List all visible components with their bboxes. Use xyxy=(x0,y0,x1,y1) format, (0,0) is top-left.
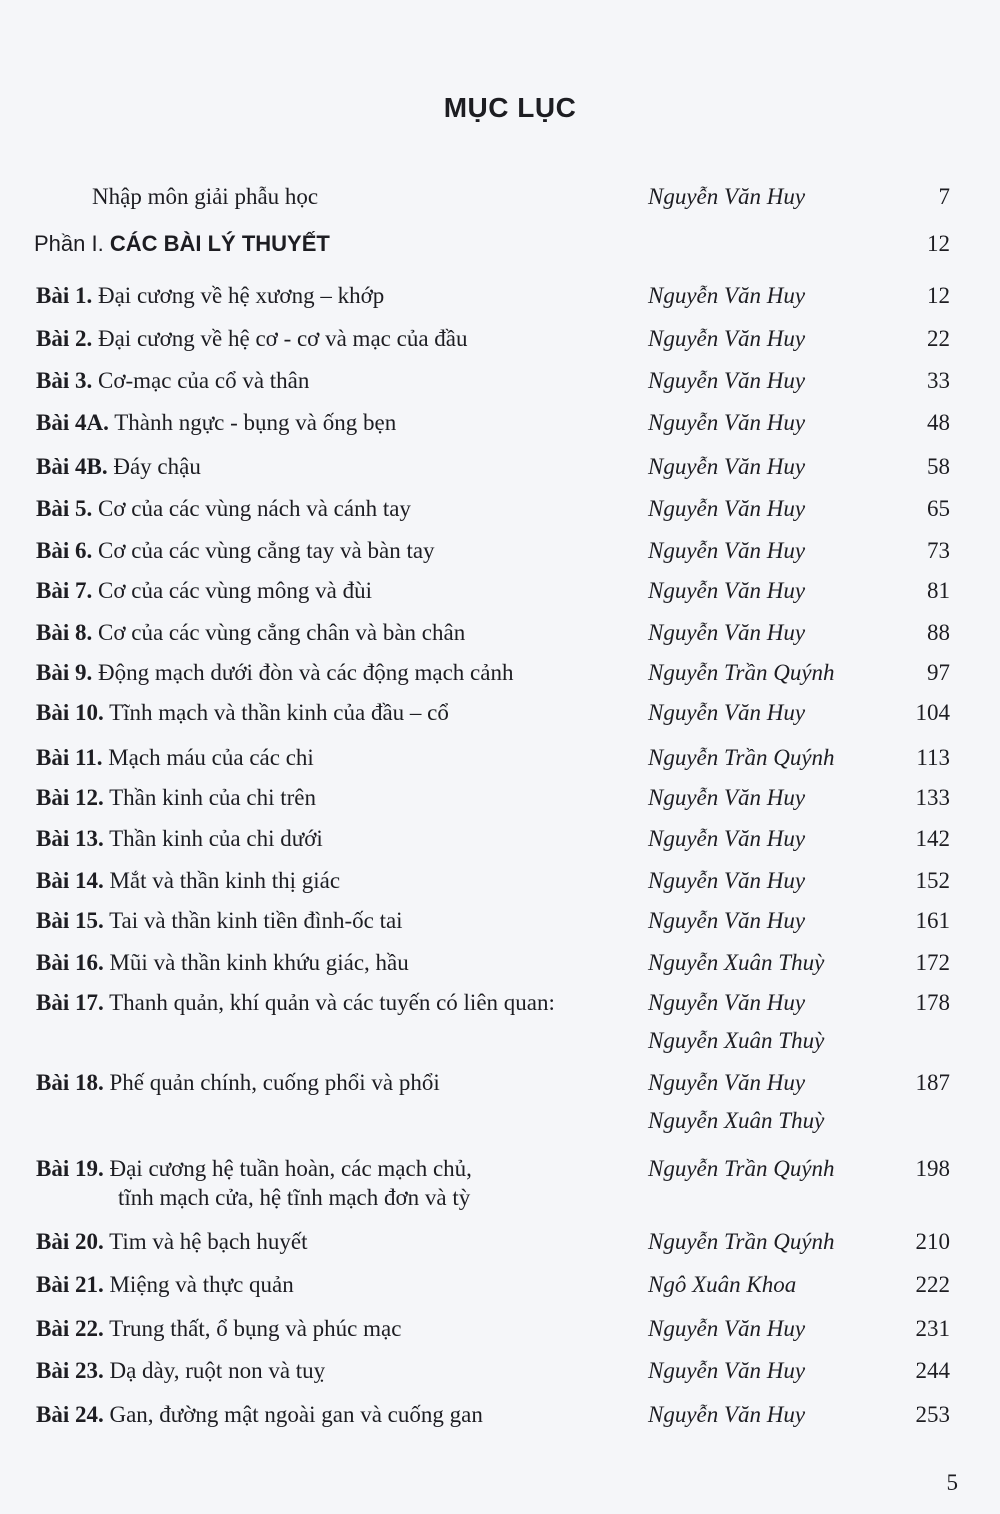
entry-page: 97 xyxy=(927,660,950,685)
entry-author: Nguyễn Văn Huy xyxy=(648,785,806,810)
entry-author: Nguyễn Trần Quýnh xyxy=(648,1229,835,1254)
entry-number: Bài 19. xyxy=(36,1156,104,1181)
entry-title-text: Miệng và thực quản xyxy=(109,1272,294,1297)
entry-title xyxy=(36,410,396,436)
entry-title-text: Cơ của các vùng mông và đùi xyxy=(97,578,373,603)
entry-title xyxy=(36,578,372,604)
entry-title xyxy=(36,785,316,811)
entry-title-text: Dạ dày, ruột non và tuỵ xyxy=(109,1358,326,1383)
entry-page: 142 xyxy=(915,826,950,851)
entry-page: 198 xyxy=(915,1156,950,1181)
entry-author: Nguyễn Văn Huy xyxy=(648,454,806,479)
page-title: MỤC LỤC xyxy=(443,92,577,123)
entry-page: 152 xyxy=(915,868,950,893)
entry-number: Bài 10. xyxy=(36,700,104,725)
entry-author: Nguyễn Xuân Thuỳ xyxy=(648,1028,825,1053)
entry-page: 81 xyxy=(927,578,950,603)
entry-title xyxy=(36,660,513,686)
entry-number: Bài 5. xyxy=(36,496,93,521)
entry-author: Nguyễn Văn Huy xyxy=(648,868,806,893)
entry-title-text: Mũi và thần kinh khứu giác, hầu xyxy=(109,950,409,975)
entry-title xyxy=(36,1229,308,1255)
entry-title-text: Phế quản chính, cuống phổi và phổi xyxy=(109,1070,440,1095)
entry-number: Bài 16. xyxy=(36,950,104,975)
entry-page: 172 xyxy=(915,950,950,975)
entry-author: Nguyễn Văn Huy xyxy=(648,1316,806,1341)
toc-entry xyxy=(0,410,1000,446)
entry-author: Nguyễn Văn Huy xyxy=(648,620,806,645)
entry-author: Nguyễn Văn Huy xyxy=(648,368,806,393)
toc-entry xyxy=(0,1272,1000,1308)
entry-title-text: Tim và hệ bạch huyết xyxy=(109,1229,308,1254)
toc-entry xyxy=(0,1070,1000,1133)
entry-author: Nguyễn Xuân Thuỳ xyxy=(648,1108,825,1133)
entry-title-text: Đại cương về hệ xương – khớp xyxy=(97,283,385,308)
entry-title-text: Thần kinh của chi dưới xyxy=(109,826,323,851)
entry-page: 12 xyxy=(927,231,950,256)
entry-title-text: Thanh quản, khí quản và các tuyến có liên quan: xyxy=(109,990,555,1015)
toc-entry xyxy=(0,578,1000,614)
entry-author: Nguyễn Văn Huy xyxy=(648,908,806,933)
entry-number: Bài 4B. xyxy=(36,454,108,479)
entry-title-text: Đại cương về hệ cơ - cơ và mạc của đầu xyxy=(97,326,468,351)
toc-entry xyxy=(0,326,1000,362)
toc-entry xyxy=(0,1358,1000,1394)
toc-entry xyxy=(0,990,1000,1053)
entry-title xyxy=(36,868,340,894)
entry-title-text: Đại cương hệ tuần hoàn, các mạch chủ, xyxy=(109,1156,472,1181)
toc-entry xyxy=(0,785,1000,821)
toc-entry xyxy=(0,368,1000,404)
entry-number: Bài 23. xyxy=(36,1358,104,1383)
entry-title-text: Thành ngực - bụng và ống bẹn xyxy=(114,410,397,435)
entry-number: Phần I. xyxy=(34,231,104,256)
entry-page: 7 xyxy=(938,184,950,209)
entry-title xyxy=(36,454,201,480)
entry-page: 161 xyxy=(915,908,950,933)
entry-author: Nguyễn Văn Huy xyxy=(648,578,806,603)
entry-title xyxy=(36,1070,440,1096)
toc-entry xyxy=(0,496,1000,532)
entry-author: Nguyễn Trần Quýnh xyxy=(648,745,835,770)
toc-entry xyxy=(0,538,1000,574)
entry-page: 33 xyxy=(927,368,950,393)
entry-title xyxy=(36,826,323,852)
entry-title xyxy=(36,620,465,646)
entry-author: Nguyễn Văn Huy xyxy=(648,1070,806,1095)
entry-title-text: Đáy chậu xyxy=(113,454,201,479)
entry-title xyxy=(36,368,309,394)
entry-title xyxy=(36,283,384,309)
entry-title-text: Mạch máu của các chi xyxy=(108,745,314,770)
entry-title xyxy=(36,990,555,1016)
entry-page: 210 xyxy=(915,1229,950,1254)
entry-number: Bài 11. xyxy=(36,745,103,770)
entry-title-text: Gan, đường mật ngoài gan và cuống gan xyxy=(109,1402,483,1427)
entry-title-text: Động mạch dưới đòn và các động mạch cảnh xyxy=(97,660,514,685)
entry-number: Bài 14. xyxy=(36,868,104,893)
entry-author: Nguyễn Văn Huy xyxy=(648,1402,806,1427)
page-number: 5 xyxy=(946,1470,958,1495)
entry-author: Nguyễn Trần Quýnh xyxy=(648,660,835,685)
toc-entry xyxy=(0,868,1000,904)
entry-author: Nguyễn Văn Huy xyxy=(648,1358,806,1383)
entry-number: Bài 24. xyxy=(36,1402,104,1427)
entry-page: 253 xyxy=(915,1402,950,1427)
entry-author: Nguyễn Văn Huy xyxy=(648,538,806,563)
entry-page: 88 xyxy=(927,620,950,645)
entry-author: Nguyễn Văn Huy xyxy=(648,184,806,209)
entry-author: Nguyễn Văn Huy xyxy=(648,410,806,435)
entry-title xyxy=(36,538,435,564)
entry-page: 73 xyxy=(927,538,950,563)
entry-number: Bài 6. xyxy=(36,538,93,563)
entry-title xyxy=(36,496,411,522)
entry-page: 231 xyxy=(915,1316,950,1341)
entry-title xyxy=(36,1402,483,1428)
entry-number: Bài 20. xyxy=(36,1229,104,1254)
entry-title-text: Mắt và thần kinh thị giác xyxy=(109,868,341,893)
toc-entry xyxy=(0,283,1000,319)
entry-page: 58 xyxy=(927,454,950,479)
entry-title xyxy=(36,1156,472,1214)
entry-number: Bài 4A. xyxy=(36,410,109,435)
entry-title-text: Trung thất, ổ bụng và phúc mạc xyxy=(109,1316,402,1341)
toc-entry xyxy=(0,1402,1000,1438)
toc-entry xyxy=(0,454,1000,490)
entry-number: Bài 22. xyxy=(36,1316,104,1341)
entry-page: 244 xyxy=(915,1358,950,1383)
entry-page: 22 xyxy=(927,326,950,351)
entry-title-text: CÁC BÀI LÝ THUYẾT xyxy=(109,231,330,256)
entry-page: 187 xyxy=(915,1070,950,1095)
toc-entry xyxy=(0,660,1000,696)
entry-author: Ngô Xuân Khoa xyxy=(648,1272,797,1297)
entry-page: 113 xyxy=(916,745,950,770)
toc-entry xyxy=(0,231,1000,267)
entry-number: Bài 12. xyxy=(36,785,104,810)
entry-number: Bài 2. xyxy=(36,326,93,351)
entry-number: Bài 9. xyxy=(36,660,93,685)
entry-author: Nguyễn Văn Huy xyxy=(648,496,806,521)
entry-title xyxy=(36,745,314,771)
entry-number: Bài 1. xyxy=(36,283,93,308)
entry-title xyxy=(92,184,318,210)
toc-entry xyxy=(0,700,1000,736)
entry-title xyxy=(36,1272,294,1298)
entry-number: Bài 7. xyxy=(36,578,93,603)
entry-author: Nguyễn Văn Huy xyxy=(648,826,806,851)
toc-entry xyxy=(0,1316,1000,1352)
entry-author: Nguyễn Văn Huy xyxy=(648,700,806,725)
entry-author: Nguyễn Văn Huy xyxy=(648,990,806,1015)
toc-entry xyxy=(0,184,1000,220)
entry-author: Nguyễn Văn Huy xyxy=(648,326,806,351)
toc-entry xyxy=(0,1156,1000,1210)
entry-page: 104 xyxy=(915,700,950,725)
entry-author: Nguyễn Văn Huy xyxy=(648,283,806,308)
toc-entry xyxy=(0,1229,1000,1265)
entry-title-text: Cơ-mạc của cổ và thân xyxy=(97,368,310,393)
entry-number: Bài 21. xyxy=(36,1272,104,1297)
entry-title-text: Cơ của các vùng nách và cánh tay xyxy=(97,496,411,521)
entry-title-text: Cơ của các vùng cẳng tay và bàn tay xyxy=(97,538,435,563)
entry-author: Nguyễn Xuân Thuỳ xyxy=(648,950,825,975)
entry-title-line2: tĩnh mạch cửa, hệ tĩnh mạch đơn và tỳ xyxy=(118,1185,471,1210)
entry-page: 12 xyxy=(927,283,950,308)
toc-entry xyxy=(0,620,1000,656)
entry-title xyxy=(36,950,409,976)
entry-page: 133 xyxy=(915,785,950,810)
entry-title-text: Tai và thần kinh tiền đình-ốc tai xyxy=(109,908,403,933)
entry-title-text: Tĩnh mạch và thần kinh của đầu – cổ xyxy=(109,700,449,725)
toc-entry xyxy=(0,950,1000,986)
entry-page: 178 xyxy=(915,990,950,1015)
entry-author: Nguyễn Trần Quýnh xyxy=(648,1156,835,1181)
entry-number: Bài 3. xyxy=(36,368,93,393)
entry-number: Bài 13. xyxy=(36,826,104,851)
entry-page: 65 xyxy=(927,496,950,521)
entry-title xyxy=(36,1316,401,1342)
entry-title xyxy=(36,700,449,726)
entry-title xyxy=(34,231,330,257)
entry-title xyxy=(36,908,403,934)
entry-title xyxy=(36,1358,325,1384)
entry-number: Bài 8. xyxy=(36,620,93,645)
entry-title-text: Nhập môn giải phẫu học xyxy=(92,184,319,209)
entry-number: Bài 15. xyxy=(36,908,104,933)
entry-title xyxy=(36,326,468,352)
entry-page: 48 xyxy=(927,410,950,435)
entry-title-text: Cơ của các vùng cẳng chân và bàn chân xyxy=(97,620,466,645)
toc-entry xyxy=(0,745,1000,781)
toc-entry xyxy=(0,826,1000,862)
entry-title-text: Thần kinh của chi trên xyxy=(109,785,316,810)
toc-entry xyxy=(0,908,1000,944)
entry-number: Bài 17. xyxy=(36,990,104,1015)
entry-page: 222 xyxy=(915,1272,950,1297)
entry-number: Bài 18. xyxy=(36,1070,104,1095)
